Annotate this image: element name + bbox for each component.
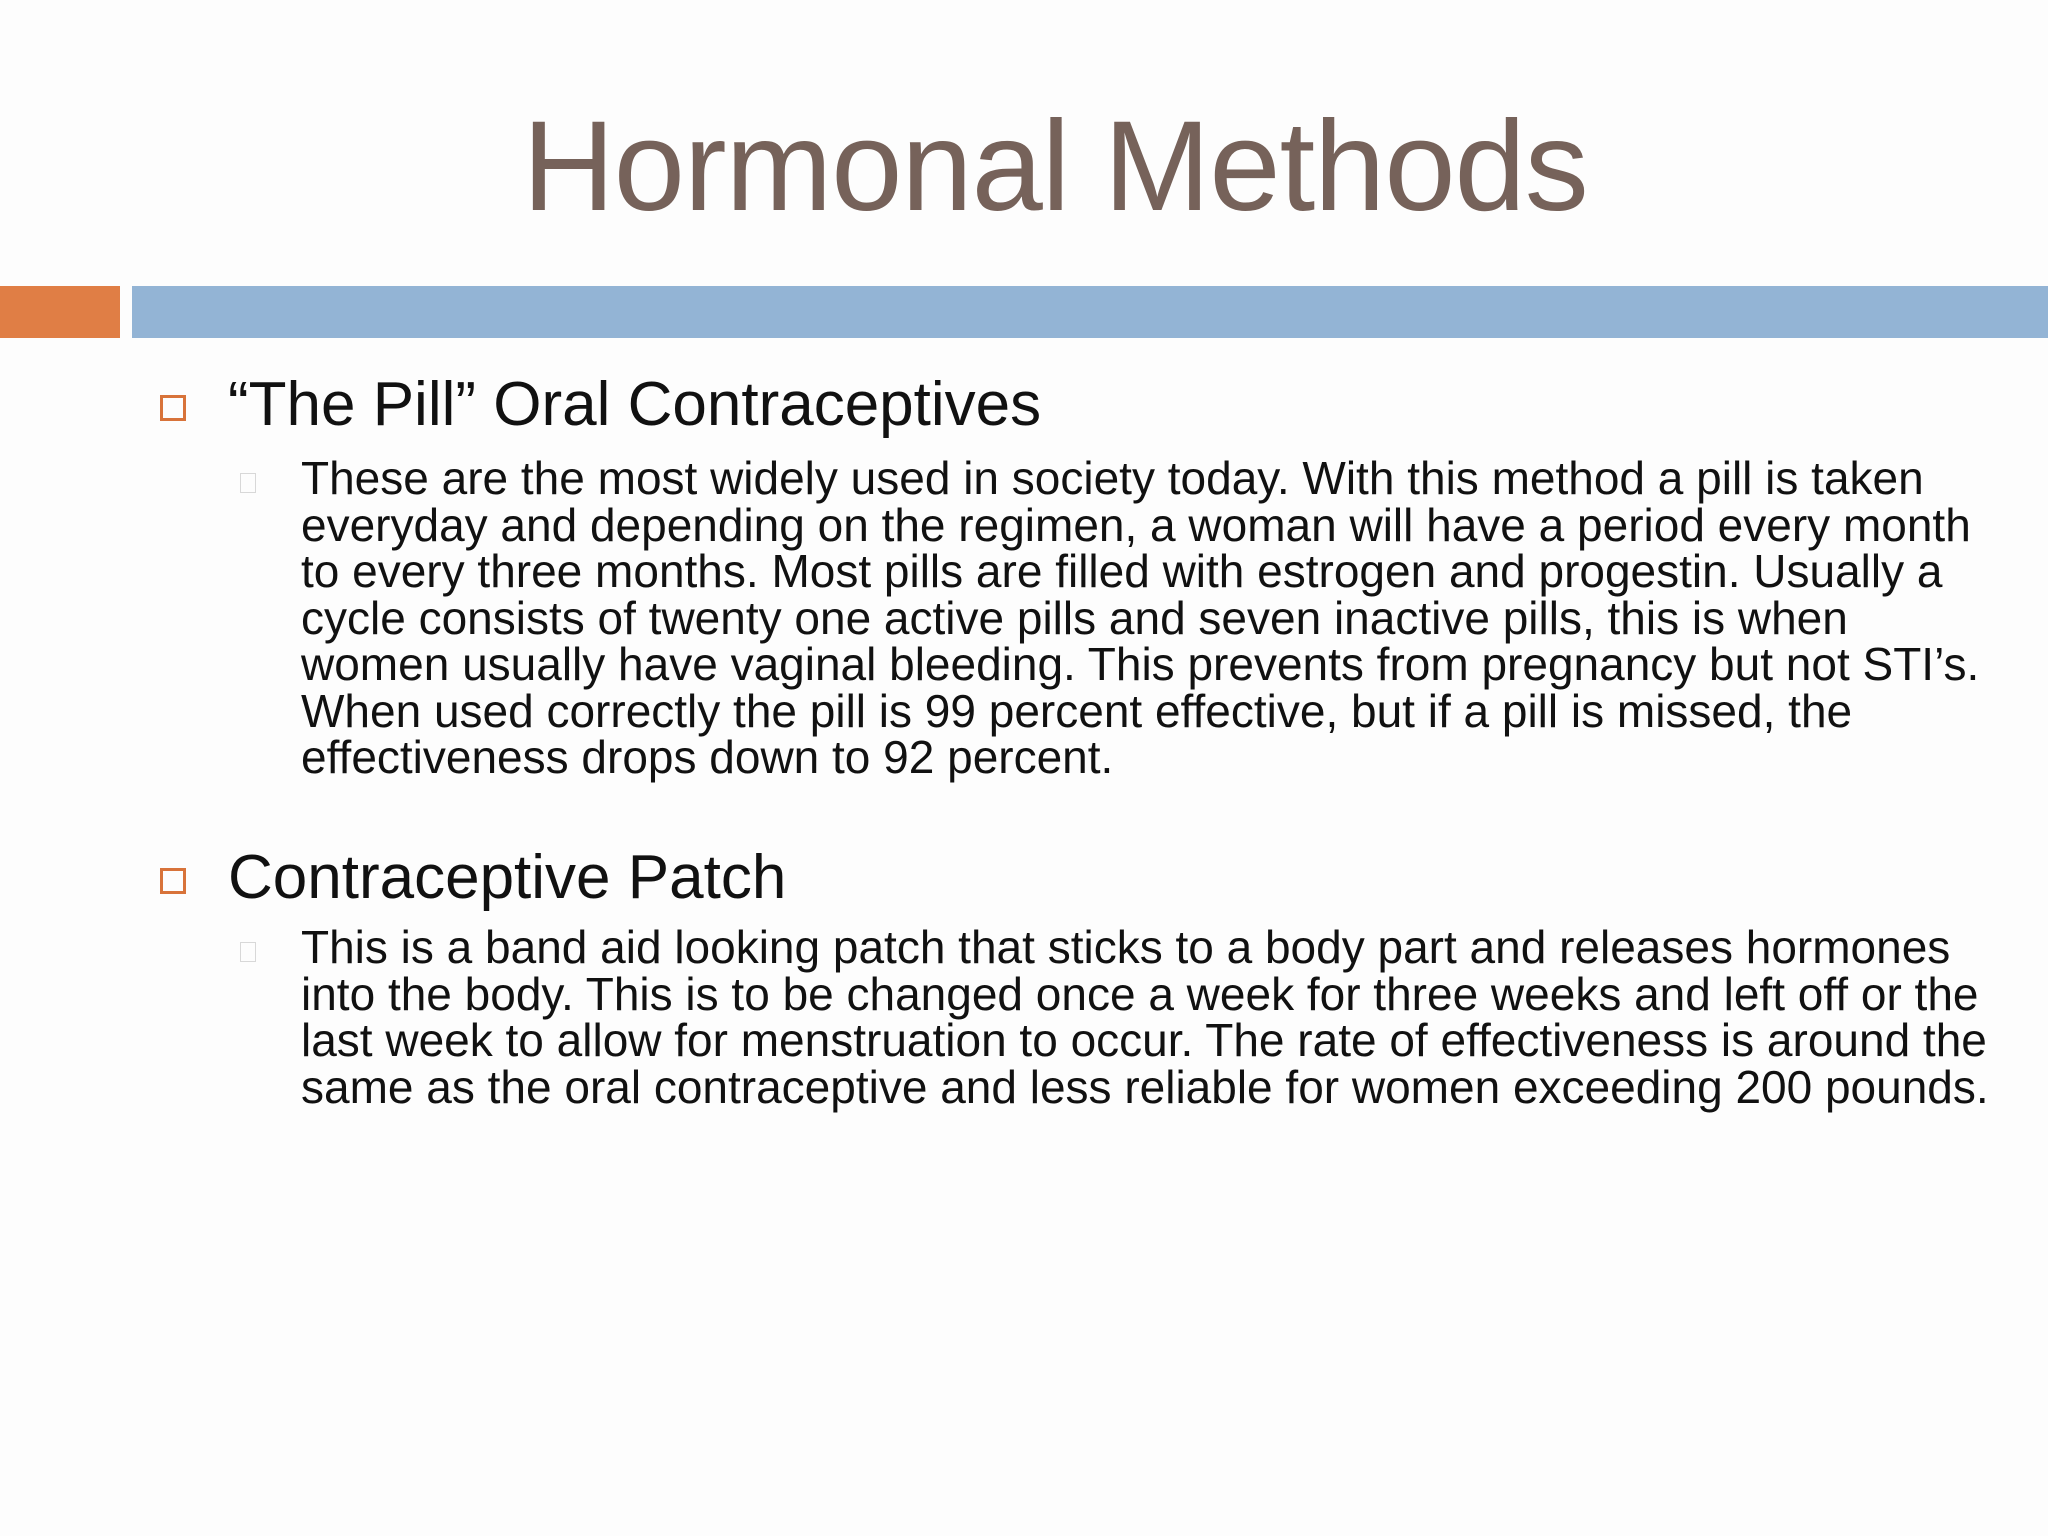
sub-bullet-icon: [240, 473, 256, 493]
accent-bar-orange: [0, 286, 120, 338]
sub-bullet-icon: [240, 942, 256, 962]
square-bullet-icon: [160, 868, 186, 894]
section-heading: Contraceptive Patch: [228, 843, 787, 912]
slide-title: Hormonal Methods: [522, 95, 1588, 238]
section-body: These are the most widely used in society today. With this method a pill is taken everyday and depending on the regimen, a woman will have a period every month to every three months. Most pills are filled with estrogen and progestin. Usually a cycle consists of twenty one active pills and seven inactive pills, this is when women usually have vaginal bleeding. This prevents from pregnancy but not STI’s. When used correctly the pill is 99 percent effective, but if a pill is missed, the effectiveness drops down to 92 percent.: [301, 452, 1980, 783]
section-heading: “The Pill” Oral Contraceptives: [228, 370, 1042, 439]
accent-bar-blue: [132, 286, 2048, 338]
square-bullet-icon: [160, 395, 186, 421]
section-body: This is a band aid looking patch that sticks to a body part and releases hormones into the body. This is to be changed once a week for three weeks and left off or the last week to allow for menstruation to occur. The rate of effectiveness is around the same as the oral contraceptive and less reliable for women exceeding 200 pounds.: [301, 921, 1989, 1113]
